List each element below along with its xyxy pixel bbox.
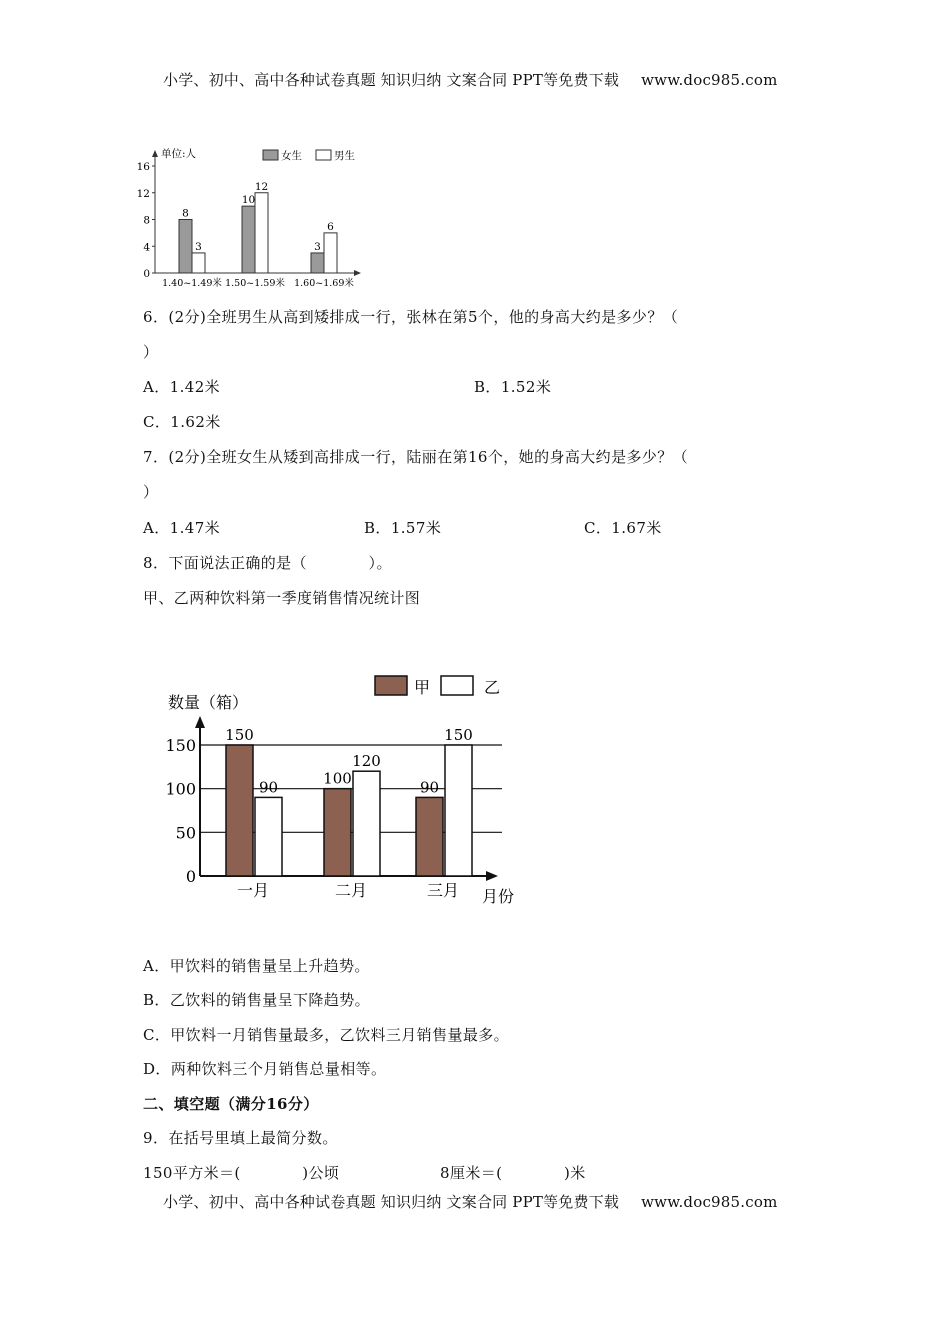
q8-chart-title: 甲、乙两种饮料第一季度销售情况统计图 — [143, 589, 421, 607]
chart1-category-label: 1.40~1.49米 — [162, 278, 222, 289]
q9-blank-2[interactable]: 8厘米＝( )米 — [440, 1164, 586, 1182]
chart1-bar — [324, 233, 337, 273]
q7-stem: 7．(2分)全班女生从矮到高排成一行，陆丽在第16个，她的身高大约是多少？（ — [143, 448, 689, 466]
chart1-x-arrow — [354, 270, 361, 276]
q6-option-a[interactable]: A．1.42米 — [143, 378, 221, 396]
q8-option-b[interactable]: B．乙饮料的销售量呈下降趋势。 — [143, 991, 371, 1009]
chart1-bar-value: 12 — [254, 180, 269, 193]
page-header — [163, 69, 778, 90]
chart2-bar-value: 120 — [352, 752, 381, 771]
chart2-bar-value: 90 — [419, 778, 440, 797]
chart2-bar — [416, 797, 443, 876]
chart1-bar — [255, 193, 268, 273]
q7-option-a[interactable]: A．1.47米 — [143, 519, 221, 537]
q6-option-b[interactable]: B．1.52米 — [474, 378, 552, 396]
chart2-bar-value: 150 — [444, 726, 473, 744]
chart2-y-tick-label: 100 — [165, 779, 196, 799]
header-site: www.doc985.com — [641, 71, 778, 89]
chart2-y-tick-label: 150 — [165, 736, 196, 755]
chart1-y-tick-label: 16 — [136, 161, 150, 173]
chart1-bar-value: 6 — [327, 220, 334, 233]
chart2-bar-value: 100 — [323, 769, 352, 788]
chart2-bar — [445, 745, 472, 876]
chart2-y-tick-label: 0 — [185, 867, 196, 886]
q8-option-d[interactable]: D．两种饮料三个月销售总量相等。 — [143, 1060, 387, 1078]
q7-stem-close: ） — [143, 483, 159, 501]
q6-stem-close: ） — [143, 343, 159, 361]
chart1-legend-girls-swatch — [263, 150, 278, 160]
chart1-bar-value: 3 — [195, 240, 202, 253]
q8-stem: 8．下面说法正确的是（ ）。 — [143, 554, 392, 572]
chart2-legend-jia-swatch — [375, 676, 407, 695]
chart2-legend-yi: 乙 — [484, 678, 501, 697]
chart2-category-label: 三月 — [426, 881, 460, 900]
q7-option-b[interactable]: B．1.57米 — [364, 519, 442, 537]
chart2-bar — [353, 771, 380, 876]
q7-option-c[interactable]: C．1.67米 — [584, 519, 662, 537]
q6-stem: 6．(2分)全班男生从高到矮排成一行，张林在第5个，他的身高大约是多少？（ — [143, 308, 679, 326]
chart2-category-label: 一月 — [236, 881, 270, 900]
chart2-bar — [255, 797, 282, 876]
height-distribution-chart — [135, 140, 385, 292]
chart1-y-tick-label: 0 — [143, 268, 150, 280]
chart2-x-arrow — [486, 871, 498, 881]
chart2-legend-jia: 甲 — [414, 678, 431, 697]
section2-title: 二、填空题（满分16分） — [143, 1095, 319, 1113]
chart1-y-tick-label: 12 — [136, 187, 150, 200]
chart1-bar — [192, 253, 205, 273]
chart1-legend-girls: 女生 — [281, 150, 302, 162]
chart2-legend-yi-swatch — [441, 676, 473, 695]
chart1-bar — [242, 206, 255, 273]
beverage-sales-chart — [160, 668, 530, 913]
chart2-bar — [226, 745, 253, 876]
chart2-category-label: 二月 — [334, 881, 368, 900]
chart2-bar — [324, 789, 351, 876]
chart1-y-tick-label: 8 — [143, 214, 150, 227]
q6-option-c[interactable]: C．1.62米 — [143, 413, 221, 431]
header-text: 小学、初中、高中各种试卷真题 知识归纳 文案合同 PPT等免费下载 — [163, 71, 620, 89]
chart1-y-tick-label: 4 — [143, 241, 150, 254]
chart1-bar-value: 8 — [182, 207, 189, 220]
chart1-bar — [311, 253, 324, 273]
chart1-bar — [179, 220, 192, 274]
chart2-y-arrow — [195, 716, 205, 728]
q8-option-a[interactable]: A．甲饮料的销售量呈上升趋势。 — [143, 957, 370, 975]
chart2-x-label: 月份 — [482, 887, 515, 906]
q9-blank-1[interactable]: 150平方米＝( )公顷 — [143, 1164, 340, 1182]
chart1-legend-boys-swatch — [316, 150, 331, 160]
q9-stem: 9．在括号里填上最简分数。 — [143, 1129, 338, 1147]
chart1-bar-value: 10 — [241, 194, 256, 207]
chart2-bar-value: 90 — [258, 778, 279, 797]
chart1-y-arrow — [152, 150, 158, 157]
page-footer — [163, 1191, 778, 1212]
footer-text: 小学、初中、高中各种试卷真题 知识归纳 文案合同 PPT等免费下载 — [163, 1193, 620, 1211]
chart1-category-label: 1.60~1.69米 — [294, 278, 354, 289]
chart1-category-label: 1.50~1.59米 — [225, 278, 285, 289]
chart1-unit-label: 单位:人 — [161, 148, 197, 160]
chart2-bar-value: 150 — [225, 726, 254, 744]
chart1-legend-boys: 男生 — [334, 150, 355, 162]
q8-option-c[interactable]: C．甲饮料一月销售量最多，乙饮料三月销售量最多。 — [143, 1026, 510, 1044]
footer-site: www.doc985.com — [641, 1193, 778, 1211]
chart2-y-tick-label: 50 — [175, 823, 196, 843]
chart1-bar-value: 3 — [314, 240, 321, 253]
chart2-y-label: 数量（箱） — [168, 693, 249, 712]
